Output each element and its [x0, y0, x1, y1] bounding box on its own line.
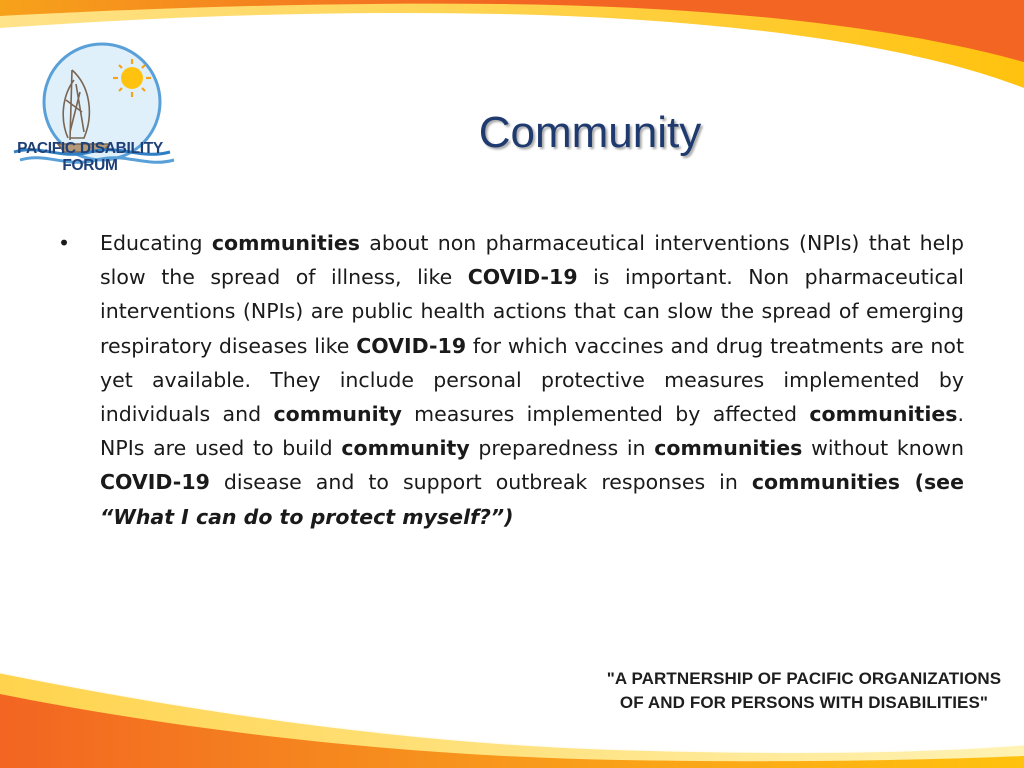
text-segment: measures implemented by affected	[401, 402, 810, 427]
bullet-list	[58, 226, 964, 534]
logo-caption	[0, 140, 180, 174]
text-segment: is important. Non pharmaceutical interventions (NPIs) are public health actions that can slow the spread of emerging respiratory diseases like	[100, 265, 964, 358]
text-segment: community	[341, 436, 470, 461]
text-segment: . NPIs are used to build	[100, 402, 964, 461]
text-segment: community	[273, 402, 402, 427]
text-segment: COVID-19	[467, 265, 578, 290]
text-segment: without known	[802, 436, 965, 461]
slide-title: Community	[478, 108, 702, 157]
bullet-glyph: •	[58, 231, 71, 255]
text-segment: communities (see	[751, 470, 964, 495]
bottom-swoosh-decoration	[0, 658, 1024, 768]
text-segment: “What I can do to protect myself?”)	[100, 504, 514, 529]
text-segment: communities	[809, 402, 958, 427]
text-segment: about non pharmaceutical interventions (NPIs) that help slow the spread of illness, like	[100, 231, 964, 290]
text-segment: COVID-19	[356, 333, 467, 358]
tagline-line1: "A PARTNERSHIP OF PACIFIC ORGANIZATIONS	[606, 669, 1002, 688]
text-segment: communities	[211, 231, 360, 255]
text-segment: for which vaccines and drug treatments are not yet available. They include personal protective measures implemented by individuals and	[100, 333, 964, 427]
bullet-item	[58, 226, 964, 534]
text-segment: preparedness in	[469, 436, 655, 461]
bullet-paragraph	[100, 226, 964, 534]
text-segment: disease and to support outbreak responses in	[209, 470, 752, 495]
logo-caption-line2: FORUM	[62, 157, 118, 174]
text-segment: communities	[654, 436, 803, 461]
logo-caption-line1: PACIFIC DISABILITY	[17, 140, 163, 157]
text-segment: Educating	[100, 231, 212, 255]
tagline-line2: OF AND FOR PERSONS WITH DISABILITIES"	[619, 693, 989, 712]
pacific-disability-forum-logo	[10, 40, 180, 220]
text-segment: COVID-19	[100, 470, 210, 495]
